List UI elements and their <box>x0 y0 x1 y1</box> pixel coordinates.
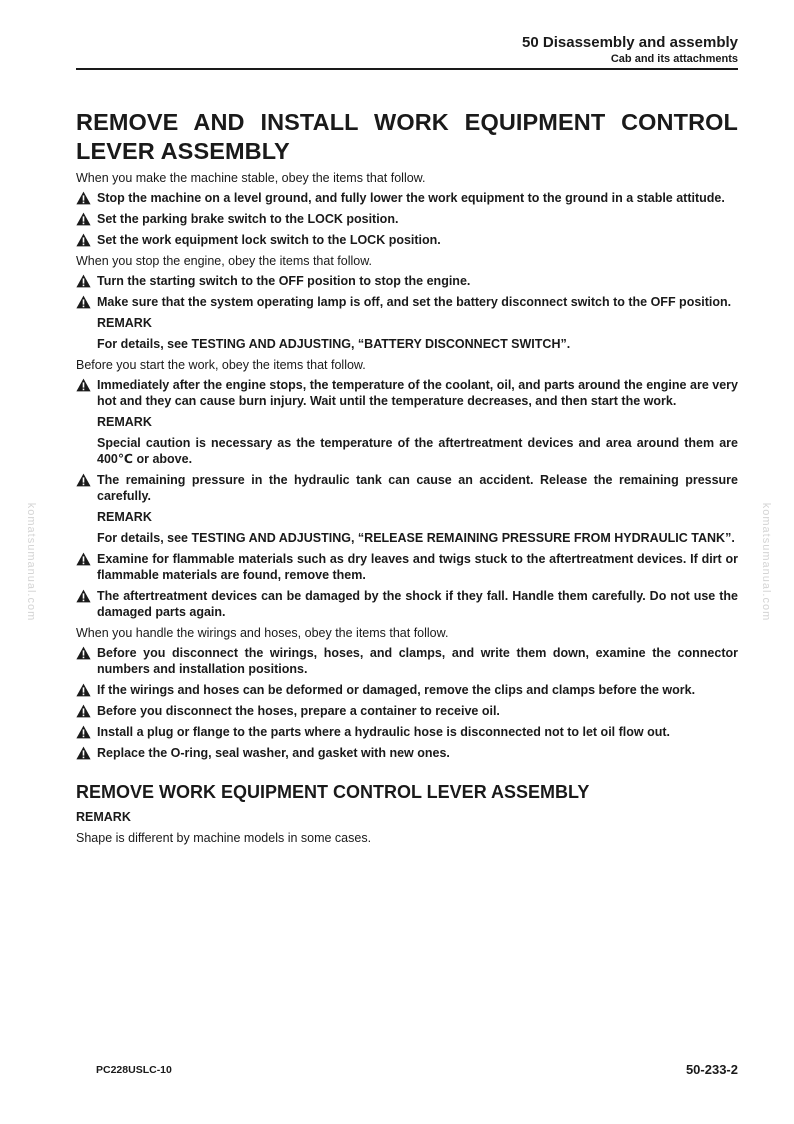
watermark-left: komatsumanual.com <box>25 502 37 622</box>
procedure-blocks <box>76 170 738 846</box>
warning-text: Examine for flammable materials such as dry leaves and twigs stuck to the aftertreatment devices. If dirt or flammable materials are found, remove them. <box>97 552 738 582</box>
remark-text: REMARK <box>97 510 152 524</box>
remark-text: REMARK <box>97 316 152 330</box>
warning-triangle-icon <box>76 190 97 206</box>
footer-page-number: 50-233-2 <box>685 1062 738 1077</box>
header-divider <box>76 68 738 70</box>
warning-item <box>76 294 738 310</box>
watermark-right: komatsumanual.com <box>760 502 772 622</box>
warning-triangle-icon <box>76 472 97 488</box>
warning-item <box>76 190 738 206</box>
warning-text: Make sure that the system operating lamp is off, and set the battery disconnect switch to the OFF position. <box>97 295 732 309</box>
instruction-text: When you stop the engine, obey the items that follow. <box>76 254 373 268</box>
warning-item <box>76 211 738 227</box>
warning-triangle-icon <box>76 682 97 698</box>
warning-text: Replace the O-ring, seal washer, and gasket with new ones. <box>97 746 450 760</box>
warning-text: Before you disconnect the wirings, hoses, and clamps, and write them down, examine the connector numbers and installation positions. <box>97 646 738 676</box>
warning-item <box>76 273 738 289</box>
page-header <box>76 34 738 66</box>
warning-text: The aftertreatment devices can be damaged by the shock if they fall. Handle them carefully. Do not use the damaged parts again. <box>97 589 738 619</box>
footer-model: PC228USLC-10 <box>96 1064 172 1076</box>
warning-text: The remaining pressure in the hydraulic tank can cause an accident. Release the remaining pressure carefully. <box>97 473 738 503</box>
warning-item <box>76 745 738 761</box>
warning-text: Stop the machine on a level ground, and fully lower the work equipment to the ground in a stable attitude. <box>97 191 725 205</box>
section-title: 50 Disassembly and assembly <box>522 34 738 51</box>
warning-item <box>76 232 738 248</box>
warning-item <box>76 682 738 698</box>
warning-triangle-icon <box>76 377 97 393</box>
instruction-text: Shape is different by machine models in some cases. <box>76 831 372 845</box>
warning-item <box>76 551 738 583</box>
remark-text: For details, see TESTING AND ADJUSTING, “RELEASE REMAINING PRESSURE FROM HYDRAULIC TANK”. <box>97 531 735 545</box>
warning-item <box>76 588 738 620</box>
warning-text: Turn the starting switch to the OFF position to stop the engine. <box>97 274 471 288</box>
warning-triangle-icon <box>76 211 97 227</box>
warning-triangle-icon <box>76 294 97 310</box>
remark-text: REMARK <box>97 415 152 429</box>
warning-triangle-icon <box>76 232 97 248</box>
warning-triangle-icon <box>76 703 97 719</box>
warning-triangle-icon <box>76 273 97 289</box>
warning-text: Set the work equipment lock switch to the LOCK position. <box>97 233 441 247</box>
warning-triangle-icon <box>76 645 97 661</box>
warning-text: Set the parking brake switch to the LOCK position. <box>97 212 399 226</box>
warning-triangle-icon <box>76 724 97 740</box>
section-subtitle: Cab and its attachments <box>610 53 738 65</box>
warning-item <box>76 472 738 504</box>
warning-triangle-icon <box>76 588 97 604</box>
remark-label: REMARK <box>76 810 131 824</box>
warning-item <box>76 645 738 677</box>
section-heading: REMOVE WORK EQUIPMENT CONTROL LEVER ASSEMBLY <box>76 782 590 802</box>
warning-item <box>76 703 738 719</box>
instruction-text: When you handle the wirings and hoses, obey the items that follow. <box>76 626 449 640</box>
warning-text: Immediately after the engine stops, the temperature of the coolant, oil, and parts around the engine are very hot and they can cause burn injury. Wait until the temperature decreases, and then start the work. <box>97 378 738 408</box>
warning-item <box>76 724 738 740</box>
instruction-text: When you make the machine stable, obey the items that follow. <box>76 171 426 185</box>
instruction-text: Before you start the work, obey the items that follow. <box>76 358 366 372</box>
warning-text: Before you disconnect the hoses, prepare a container to receive oil. <box>97 704 500 718</box>
warning-text: Install a plug or flange to the parts where a hydraulic hose is disconnected not to let oil flow out. <box>97 725 670 739</box>
page-title: REMOVE AND INSTALL WORK EQUIPMENT CONTROL LEVER ASSEMBLY <box>76 109 738 164</box>
warning-item <box>76 377 738 409</box>
warning-text: If the wirings and hoses can be deformed or damaged, remove the clips and clamps before the work. <box>97 683 696 697</box>
remark-text: For details, see TESTING AND ADJUSTING, “BATTERY DISCONNECT SWITCH”. <box>97 337 571 351</box>
remark-text: Special caution is necessary as the temperature of the aftertreatment devices and area around them are 400℃ or above. <box>97 436 738 466</box>
warning-triangle-icon <box>76 745 97 761</box>
main-content <box>76 108 738 850</box>
warning-triangle-icon <box>76 551 97 567</box>
